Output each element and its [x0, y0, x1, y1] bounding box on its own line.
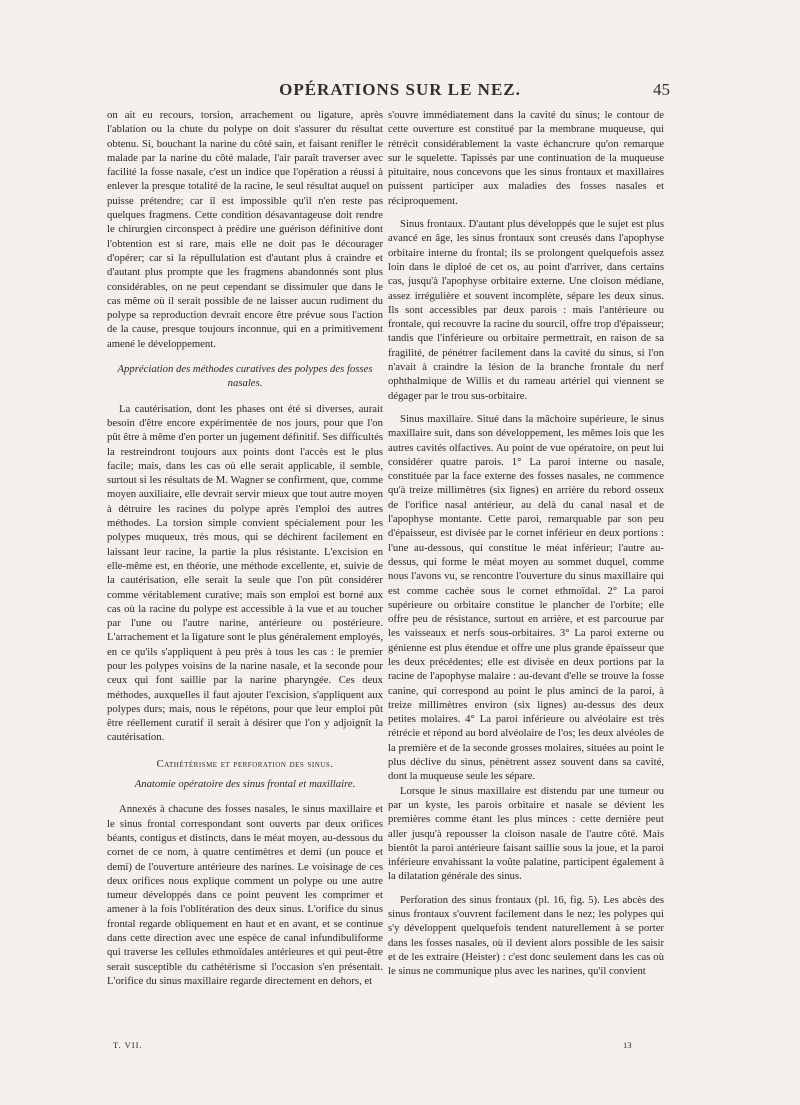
paragraph: on ait eu recours, torsion, arrachement ou ligature, après l'ablation ou la chute du polype on doit s'assurer du résultat obtenu. Si, bouchant la narine du côté sain, et faisant renifler le malade par la narine du côté malade, l'air paraît traverser avec facilité la fosse nasale, c'est un indice que l'opération a réussi à enlever la presque totalité de la racine, le seul résultat auquel on puisse prétendre; car il est impossible qu'il n'en reste pas quelques fragmens. Cette condition désavantageuse doit rendre le chirurgien circonspect à prédire une guérison définitive dont l'obtention est si rare, mais elle ne doit pas le décourager d'opérer; car si la répullulation est d'autant plus à craindre et d'autant plus prompte que les fragmens abandonnés sont plus considérables, on ne peut cependant se dissimuler que dans le cas même où il serait possible de ne laisser aucun rudiment du polype sa reproduction devrait encore être prévue sous l'action de la cause, presque toujours inconnue, qui en a primitivement amené le développement. [107, 109, 383, 350]
chapter-heading: Cathétérisme et perforation des sinus. [156, 757, 334, 770]
page-number: 45 [653, 80, 670, 99]
signature-mark: 13 [623, 1040, 632, 1050]
right-column [388, 108, 664, 979]
paragraph: Lorsque le sinus maxillaire est distendu par une tumeur ou par un kyste, les parois orbitaire et nasale se dévient les premières comme étant les plus minces : cette dernière peut aller jusqu'à repousser la cloison nasale de l'autre côté. Mais bientôt la paroi antérieure faisant saillie sous la joue, et la paroi inférieure envahissant la voûte palatine, participent également à la dilatation générale des sinus. [388, 784, 664, 883]
running-head [0, 80, 800, 104]
page-title: OPÉRATIONS SUR LE NEZ. [279, 80, 521, 99]
paragraph: Annexés à chacune des fosses nasales, le sinus maxillaire et le sinus frontal correspondant sont ouverts par deux orifices béants, contigus et distincts, dans le méat moyen, au-dessous du cornet de ce nom, à quatre centimètres et demi (un pouce et demi) de l'ouverture antérieure des narines. Le voisinage de ces deux orifices nous explique comment un polype ou une autre tumeur développés dans ce point peuvent les comprimer et amener à la fois l'oblitération des deux sinus. L'orifice du sinus frontal regarde obliquement en haut et en avant, et se continue dans cette direction avec une espèce de canal infundibuliforme qui traverse les cellules ethmoïdales antérieures et qui peut-être serait susceptible du cathétérisme si l'occasion s'en présentait. L'orifice du sinus maxillaire regarde directement en dehors, et [107, 803, 383, 987]
paragraph: s'ouvre immédiatement dans la cavité du sinus; le contour de cette ouverture est constitué par la membrane muqueuse, qui rétrécit considérablement la vaste échancrure qu'on remarque sur le squelette. Tapissés par une continuation de la muqueuse pituitaire, nous concevons que les sinus frontaux et maxillaires puissent participer aux maladies des fosses nasales et réciproquement. [388, 109, 664, 207]
paragraph: Sinus frontaux. D'autant plus développés que le sujet est plus avancé en âge, les sinus frontaux sont creusés dans l'apophyse orbitaire interne du frontal; ils se prolongent quelquefois assez loin dans le diploé de cet os, au point d'arriver, dans certains cas, jusqu'à l'apophyse orbitaire externe. Une cloison médiane, assez irrégulière et souvent incomplète, sépare les deux sinus. Ils sont accessibles par deux parois : mais l'antérieure ou frontale, qui recouvre la racine du sourcil, offre trop d'épaisseur; tandis que l'inférieure ou orbitaire permettrait, en raison de sa fragilité, de pénétrer facilement dans la cavité du sinus, si l'on n'avait à craindre la lésion de la branche frontale du nerf ophthalmique de Willis et du rameau artériel qui viennent se dégager par le trou sus-orbitaire. [388, 218, 664, 402]
paragraph: Sinus maxillaire. Situé dans la mâchoire supérieure, le sinus maxillaire suit, dans son développement, les mêmes lois que les autres cavités olfactives. Au point de vue opératoire, on peut lui considérer quatre parois. 1° La paroi interne ou nasale, constituée par la face externe des fosses nasales, ne commence qu'à treize millimètres (six lignes) en arrière du rebord osseux de l'orifice nasal antérieur, au delà du canal nasal et de l'apophyse montante. Cette paroi, remarquable par son peu d'épaisseur, est divisée par le cornet inférieur en deux portions : l'une au-dessous, qui constitue le méat inférieur; l'autre au-dessus, qui forme le méat moyen au sommet duquel, comme nous l'avons vu, se rencontre l'ouverture du sinus maxillaire qui est comme cachée sous le cornet ethmoïdal. 2° La paroi supérieure ou orbitaire constitue le plancher de l'orbite; elle offre peu de résistance, surtout en arrière, et est parcourue par les vaisseaux et nerfs sous-orbitaires. 3° La paroi externe ou génienne est plus étendue et offre une plus grande épaisseur que les deux précédentes; elle est divisée en deux portions par la racine de l'apophyse malaire : au-devant d'elle se trouve la fosse canine, qui correspond au point le plus aminci de la paroi, à treize millimètres environ (six lignes) au-dessus des deux petites molaires. 4° La paroi inférieure ou alvéolaire est très rétrécie et répond au bord alvéolaire de l'os; les deux alvéoles de la première et de la seconde grosses molaires, situées au point le plus déclive du sinus, pénètrent assez souvent dans sa cavité, dont la muqueuse seule les sépare. [388, 412, 664, 783]
sub-heading: Anatomie opératoire des sinus frontal et maxillaire. [134, 778, 356, 791]
paragraph: La cautérisation, dont les phases ont été si diverses, aurait besoin d'être encore expérimentée de nos jours, pour que l'on pût être à même d'en porter un jugement définitif. Ses difficultés la restreindront toujours aux points dont l'accès est le plus facile; mais, dans les cas où elle serait applicable, il semble, surtout si les résultats de M. Wagner se confirment, que, comme moyen auxiliaire, elle devrait servir mieux que tout autre moyen à détruire les racines du polype après l'emploi des autres méthodes. La torsion simple convient spécialement pour les polypes muqueux, très mous, qui se déchirent facilement en laissant leur racine, la partie la plus résistante. L'excision en elle-même est, en théorie, une méthode excellente, et, suivie de la cautérisation, elle serait la seule que l'on pût considérer comme véritablement curative; mais son emploi est borné aux cas où la racine du polype est accessible à la vue et au toucher par l'une ou l'autre narine, antérieure ou postérieure. L'arrachement et la ligature sont le plus généralement employés, en ce qu'ils s'appliquent à peu près à tous les cas : le premier pour les polypes voisins de la narine nasale, et la seconde pour ceux qui font saillie par la narine pharyngée. Ces deux méthodes, auxquelles il faut ajouter l'excision, s'appliquent aux polypes durs; mais, nous le répétons, pour que leur emploi pût être réellement curatif il serait à désirer que l'on y adjoignît la cautérisation. [107, 402, 383, 744]
volume-mark: T. VII. [113, 1040, 143, 1050]
left-column [107, 108, 383, 988]
paragraph: Perforation des sinus frontaux (pl. 16, fig. 5). Les abcès des sinus frontaux s'ouvrent facilement dans le nez; les polypes qui s'y développent quelquefois tendent naturellement à se porter dans les fosses nasales, où il devient alors possible de les saisir et de les extraire (Heister) : c'est donc seulement dans les cas où le sinus ne communique plus avec les narines, qu'il convient [388, 893, 664, 978]
section-heading: Appréciation des méthodes curatives des polypes des fosses nasales. [117, 363, 373, 390]
